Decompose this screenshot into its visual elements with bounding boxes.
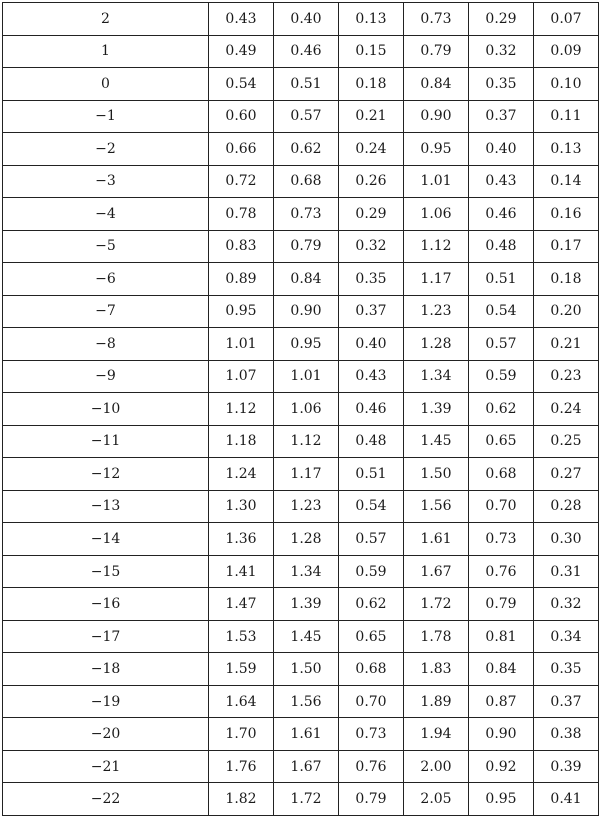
- value-cell: 0.32: [469, 35, 534, 68]
- value-cell: 1.72: [404, 588, 469, 621]
- value-cell: 1.47: [209, 588, 274, 621]
- row-label-cell: −5: [3, 230, 209, 263]
- table-row: [3, 458, 599, 491]
- value-cell: 1.41: [209, 555, 274, 588]
- row-label-cell: −1: [3, 100, 209, 133]
- row-label-cell: 0: [3, 68, 209, 101]
- value-cell: 0.13: [534, 133, 599, 166]
- value-cell: 0.07: [534, 3, 599, 36]
- value-cell: 0.24: [534, 393, 599, 426]
- value-cell: 0.48: [469, 230, 534, 263]
- value-cell: 0.43: [339, 360, 404, 393]
- value-cell: 0.28: [534, 490, 599, 523]
- table-row: [3, 393, 599, 426]
- row-label-cell: −17: [3, 620, 209, 653]
- value-cell: 0.32: [534, 588, 599, 621]
- value-cell: 1.82: [209, 783, 274, 816]
- value-cell: 0.40: [469, 133, 534, 166]
- row-label-cell: −15: [3, 555, 209, 588]
- value-cell: 1.39: [404, 393, 469, 426]
- value-cell: 1.72: [274, 783, 339, 816]
- row-label-cell: −8: [3, 328, 209, 361]
- value-cell: 0.60: [209, 100, 274, 133]
- value-cell: 0.35: [339, 263, 404, 296]
- value-cell: 1.01: [404, 165, 469, 198]
- value-cell: 0.84: [469, 653, 534, 686]
- table-row: [3, 783, 599, 816]
- value-cell: 0.54: [469, 295, 534, 328]
- value-cell: 0.21: [339, 100, 404, 133]
- value-cell: 0.57: [469, 328, 534, 361]
- value-cell: 0.51: [339, 458, 404, 491]
- value-cell: 1.28: [274, 523, 339, 556]
- value-cell: 0.62: [339, 588, 404, 621]
- value-cell: 1.39: [274, 588, 339, 621]
- value-cell: 1.53: [209, 620, 274, 653]
- value-cell: 0.48: [339, 425, 404, 458]
- table-row: [3, 490, 599, 523]
- value-cell: 0.25: [534, 425, 599, 458]
- value-cell: 0.40: [274, 3, 339, 36]
- value-cell: 0.29: [469, 3, 534, 36]
- value-cell: 0.40: [339, 328, 404, 361]
- table-row: [3, 35, 599, 68]
- value-cell: 2.00: [404, 750, 469, 783]
- value-cell: 1.70: [209, 718, 274, 751]
- value-cell: 0.14: [534, 165, 599, 198]
- value-cell: 1.67: [274, 750, 339, 783]
- value-cell: 0.78: [209, 198, 274, 231]
- value-cell: 1.67: [404, 555, 469, 588]
- value-cell: 0.37: [339, 295, 404, 328]
- value-cell: 1.59: [209, 653, 274, 686]
- table-row: [3, 198, 599, 231]
- value-cell: 1.17: [404, 263, 469, 296]
- value-cell: 1.61: [404, 523, 469, 556]
- value-cell: 0.46: [469, 198, 534, 231]
- value-cell: 0.84: [404, 68, 469, 101]
- row-label-cell: 2: [3, 3, 209, 36]
- value-cell: 0.29: [339, 198, 404, 231]
- value-cell: 1.18: [209, 425, 274, 458]
- value-cell: 1.76: [209, 750, 274, 783]
- value-cell: 0.13: [339, 3, 404, 36]
- data-table: [2, 2, 599, 816]
- table-row: [3, 68, 599, 101]
- value-cell: 0.57: [339, 523, 404, 556]
- value-cell: 0.90: [274, 295, 339, 328]
- value-cell: 1.30: [209, 490, 274, 523]
- value-cell: 0.73: [339, 718, 404, 751]
- value-cell: 0.79: [339, 783, 404, 816]
- table-row: [3, 100, 599, 133]
- value-cell: 0.16: [534, 198, 599, 231]
- row-label-cell: −14: [3, 523, 209, 556]
- value-cell: 0.72: [209, 165, 274, 198]
- value-cell: 0.83: [209, 230, 274, 263]
- value-cell: 0.73: [274, 198, 339, 231]
- row-label-cell: −6: [3, 263, 209, 296]
- row-label-cell: −21: [3, 750, 209, 783]
- value-cell: 0.11: [534, 100, 599, 133]
- row-label-cell: −13: [3, 490, 209, 523]
- table-row: [3, 165, 599, 198]
- value-cell: 1.89: [404, 685, 469, 718]
- table-row: [3, 360, 599, 393]
- value-cell: 1.06: [404, 198, 469, 231]
- value-cell: 1.50: [274, 653, 339, 686]
- value-cell: 0.59: [469, 360, 534, 393]
- table-row: [3, 133, 599, 166]
- row-label-cell: −12: [3, 458, 209, 491]
- row-label-cell: −10: [3, 393, 209, 426]
- value-cell: 0.27: [534, 458, 599, 491]
- value-cell: 0.81: [469, 620, 534, 653]
- value-cell: 0.92: [469, 750, 534, 783]
- value-cell: 1.83: [404, 653, 469, 686]
- value-cell: 0.95: [469, 783, 534, 816]
- value-cell: 0.46: [274, 35, 339, 68]
- value-cell: 0.30: [534, 523, 599, 556]
- value-cell: 1.28: [404, 328, 469, 361]
- value-cell: 0.79: [469, 588, 534, 621]
- value-cell: 0.89: [209, 263, 274, 296]
- row-label-cell: −20: [3, 718, 209, 751]
- value-cell: 0.95: [274, 328, 339, 361]
- value-cell: 1.36: [209, 523, 274, 556]
- value-cell: 0.84: [274, 263, 339, 296]
- value-cell: 0.68: [469, 458, 534, 491]
- value-cell: 0.66: [209, 133, 274, 166]
- value-cell: 1.34: [274, 555, 339, 588]
- value-cell: 0.54: [209, 68, 274, 101]
- value-cell: 1.24: [209, 458, 274, 491]
- value-cell: 0.18: [534, 263, 599, 296]
- value-cell: 0.76: [339, 750, 404, 783]
- row-label-cell: −19: [3, 685, 209, 718]
- value-cell: 0.87: [469, 685, 534, 718]
- row-label-cell: −22: [3, 783, 209, 816]
- value-cell: 0.51: [469, 263, 534, 296]
- table-row: [3, 263, 599, 296]
- value-cell: 0.39: [534, 750, 599, 783]
- value-cell: 0.73: [469, 523, 534, 556]
- value-cell: 0.46: [339, 393, 404, 426]
- value-cell: 0.68: [274, 165, 339, 198]
- value-cell: 0.95: [404, 133, 469, 166]
- table-row: [3, 295, 599, 328]
- value-cell: 1.23: [404, 295, 469, 328]
- value-cell: 0.79: [274, 230, 339, 263]
- value-cell: 1.01: [274, 360, 339, 393]
- value-cell: 1.45: [404, 425, 469, 458]
- value-cell: 1.17: [274, 458, 339, 491]
- value-cell: 0.20: [534, 295, 599, 328]
- value-cell: 1.56: [404, 490, 469, 523]
- value-cell: 1.12: [274, 425, 339, 458]
- value-cell: 0.54: [339, 490, 404, 523]
- table-row: [3, 685, 599, 718]
- value-cell: 0.73: [404, 3, 469, 36]
- value-cell: 1.50: [404, 458, 469, 491]
- table-row: [3, 3, 599, 36]
- row-label-cell: −18: [3, 653, 209, 686]
- value-cell: 0.95: [209, 295, 274, 328]
- value-cell: 0.34: [534, 620, 599, 653]
- value-cell: 0.18: [339, 68, 404, 101]
- value-cell: 2.05: [404, 783, 469, 816]
- row-label-cell: −4: [3, 198, 209, 231]
- value-cell: 0.70: [339, 685, 404, 718]
- value-cell: 0.37: [534, 685, 599, 718]
- value-cell: 0.90: [404, 100, 469, 133]
- table-row: [3, 555, 599, 588]
- row-label-cell: −3: [3, 165, 209, 198]
- value-cell: 0.31: [534, 555, 599, 588]
- value-cell: 1.64: [209, 685, 274, 718]
- table-row: [3, 328, 599, 361]
- value-cell: 0.43: [469, 165, 534, 198]
- value-cell: 0.90: [469, 718, 534, 751]
- value-cell: 0.62: [469, 393, 534, 426]
- value-cell: 0.51: [274, 68, 339, 101]
- table-row: [3, 750, 599, 783]
- value-cell: 0.41: [534, 783, 599, 816]
- value-cell: 0.57: [274, 100, 339, 133]
- value-cell: 0.35: [469, 68, 534, 101]
- value-cell: 0.76: [469, 555, 534, 588]
- value-cell: 0.79: [404, 35, 469, 68]
- value-cell: 0.32: [339, 230, 404, 263]
- value-cell: 1.01: [209, 328, 274, 361]
- value-cell: 1.78: [404, 620, 469, 653]
- value-cell: 1.61: [274, 718, 339, 751]
- value-cell: 0.23: [534, 360, 599, 393]
- value-cell: 0.21: [534, 328, 599, 361]
- row-label-cell: 1: [3, 35, 209, 68]
- value-cell: 0.65: [469, 425, 534, 458]
- value-cell: 0.24: [339, 133, 404, 166]
- value-cell: 1.12: [404, 230, 469, 263]
- value-cell: 0.37: [469, 100, 534, 133]
- table-row: [3, 588, 599, 621]
- value-cell: 0.68: [339, 653, 404, 686]
- value-cell: 1.07: [209, 360, 274, 393]
- value-cell: 1.23: [274, 490, 339, 523]
- value-cell: 0.43: [209, 3, 274, 36]
- table-row: [3, 653, 599, 686]
- value-cell: 1.34: [404, 360, 469, 393]
- table-row: [3, 230, 599, 263]
- value-cell: 0.70: [469, 490, 534, 523]
- value-cell: 0.26: [339, 165, 404, 198]
- row-label-cell: −11: [3, 425, 209, 458]
- value-cell: 0.15: [339, 35, 404, 68]
- table-row: [3, 425, 599, 458]
- row-label-cell: −9: [3, 360, 209, 393]
- value-cell: 1.56: [274, 685, 339, 718]
- table-row: [3, 523, 599, 556]
- value-cell: 1.06: [274, 393, 339, 426]
- value-cell: 1.45: [274, 620, 339, 653]
- value-cell: 0.49: [209, 35, 274, 68]
- value-cell: 0.17: [534, 230, 599, 263]
- value-cell: 0.65: [339, 620, 404, 653]
- row-label-cell: −16: [3, 588, 209, 621]
- value-cell: 0.38: [534, 718, 599, 751]
- value-cell: 1.94: [404, 718, 469, 751]
- value-cell: 0.62: [274, 133, 339, 166]
- table-row: [3, 620, 599, 653]
- table-row: [3, 718, 599, 751]
- value-cell: 0.09: [534, 35, 599, 68]
- value-cell: 0.59: [339, 555, 404, 588]
- row-label-cell: −7: [3, 295, 209, 328]
- value-cell: 0.10: [534, 68, 599, 101]
- row-label-cell: −2: [3, 133, 209, 166]
- value-cell: 0.35: [534, 653, 599, 686]
- value-cell: 1.12: [209, 393, 274, 426]
- table-body: [3, 3, 599, 816]
